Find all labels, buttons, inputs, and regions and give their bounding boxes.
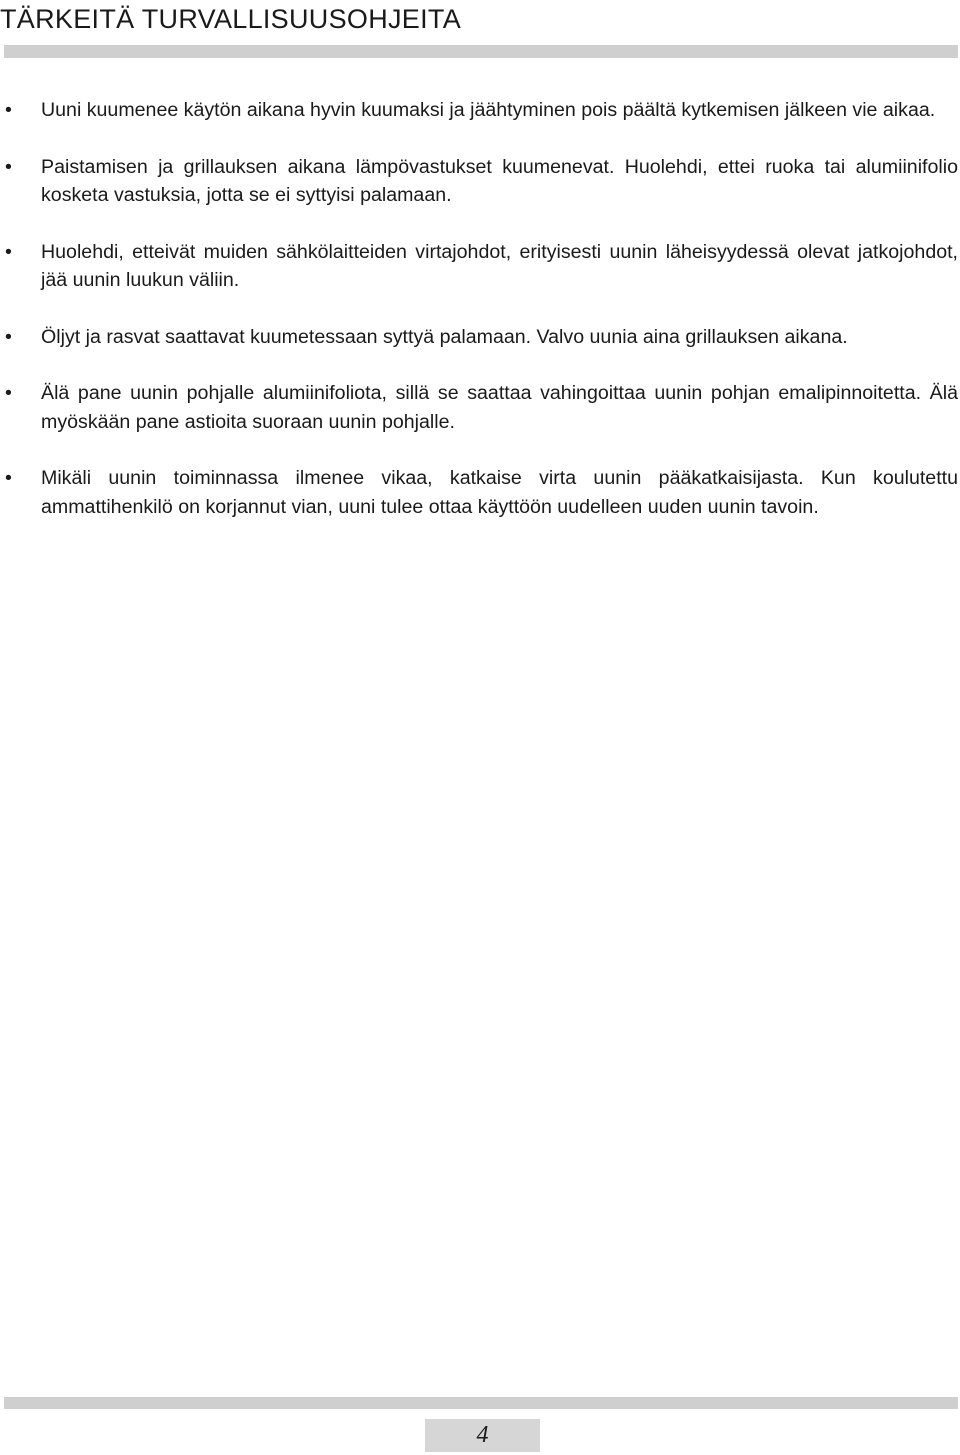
bullet-icon: • (5, 155, 12, 178)
list-item (0, 153, 960, 210)
page-number-box (425, 1419, 540, 1452)
bullet-icon: • (5, 382, 12, 404)
list-item (0, 96, 960, 125)
bullet-icon: • (5, 240, 12, 263)
list-item (0, 323, 960, 352)
page-title: TÄRKEITÄ TURVALLISUUSOHJEITA (0, 4, 462, 34)
instruction-text: Öljyt ja rasvat saattavat kuumetessaan syttyä palamaan. Valvo uunia aina grillauksen aikana. (41, 325, 848, 348)
bullet-icon: • (5, 467, 12, 489)
instruction-text: Älä pane uunin pohjalle alumiinifoliota, sillä se saattaa vahingoittaa uunin pohjan emalipinnoitetta. Älä myöskään pane astioita suoraan uunin pohjalle. (41, 382, 958, 433)
instruction-text: Mikäli uunin toiminnassa ilmenee vikaa, katkaise virta uunin pääkatkaisijasta. Kun koulutettu ammattihenkilö on korjannut vian, uuni tulee ottaa käyttöön uudelleen uuden uunin tavoin. (41, 467, 958, 518)
bullet-icon: • (5, 325, 12, 348)
list-item (0, 464, 960, 521)
page-number: 4 (476, 1422, 489, 1448)
instruction-text: Uuni kuumenee käytön aikana hyvin kuumaksi ja jäähtyminen pois päältä kytkemisen jälkeen vie aikaa. (41, 99, 936, 121)
footer-divider (4, 1397, 958, 1409)
bullet-icon: • (5, 99, 12, 121)
list-item (0, 238, 960, 295)
header-divider (4, 45, 958, 58)
safety-instructions-list (0, 96, 960, 549)
instruction-text: Paistamisen ja grillauksen aikana lämpövastukset kuumenevat. Huolehdi, ettei ruoka tai alumiinifolio kosketa vastuksia, jotta se ei syttyisi palamaan. (41, 155, 958, 206)
list-item (0, 379, 960, 436)
instruction-text: Huolehdi, etteivät muiden sähkölaitteiden virtajohdot, erityisesti uunin läheisyydessä olevat jatkojohdot, jää uunin luukun väliin. (41, 240, 958, 291)
